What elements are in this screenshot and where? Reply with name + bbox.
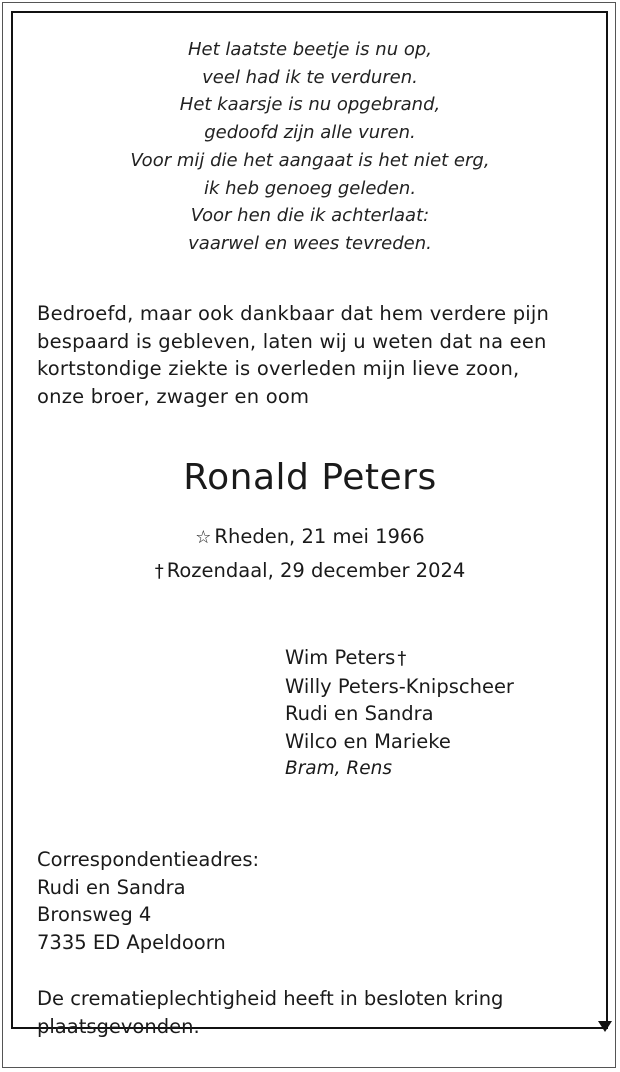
birth-line bbox=[0, 520, 620, 554]
correspondence-label: Correspondentieadres: bbox=[37, 848, 260, 871]
announcement-line: onze broer, zwager en oom bbox=[37, 384, 310, 408]
poem-line: vaarwel en wees tevreden. bbox=[188, 232, 432, 254]
family-member-father bbox=[285, 644, 605, 673]
cross-icon: † bbox=[397, 648, 407, 669]
poem-line: veel had ik te verduren. bbox=[202, 66, 418, 88]
correspondence-address bbox=[37, 846, 597, 956]
father-name: Wim Peters bbox=[285, 646, 396, 669]
death-line bbox=[0, 554, 620, 588]
life-dates bbox=[0, 520, 620, 588]
poem-line: gedoofd zijn alle vuren. bbox=[204, 122, 416, 144]
closing-text bbox=[37, 985, 597, 1040]
family-member-sibling: Wilco en Marieke bbox=[285, 729, 451, 753]
death-date: Rozendaal, 29 december 2024 bbox=[166, 559, 466, 582]
down-arrow-icon bbox=[598, 1021, 612, 1032]
correspondence-city: 7335 ED Apeldoorn bbox=[37, 930, 226, 954]
birth-date: Rheden, 21 mei 1966 bbox=[214, 525, 425, 548]
announcement-line: bespaard is gebleven, laten wij u weten dat na een bbox=[37, 329, 547, 353]
announcement-line: Bedroefd, maar ook dankbaar dat hem verdere pijn bbox=[37, 302, 550, 325]
deceased-name: Ronald Peters bbox=[183, 457, 437, 498]
correspondence-name: Rudi en Sandra bbox=[37, 875, 186, 899]
family-list bbox=[285, 644, 605, 783]
family-member-mother: Willy Peters-Knipscheer bbox=[285, 674, 514, 698]
poem-line: Voor mij die het aangaat is het niet erg, bbox=[130, 149, 490, 171]
announcement-line: kortstondige ziekte is overleden mijn lieve zoon, bbox=[37, 357, 520, 380]
closing-line: plaatsgevonden. bbox=[37, 1014, 200, 1038]
poem-line: Voor hen die ik achterlaat: bbox=[190, 205, 430, 227]
cross-icon: † bbox=[154, 561, 164, 582]
poem bbox=[40, 36, 580, 258]
poem-line: Het laatste beetje is nu op, bbox=[188, 39, 432, 60]
star-icon: ☆ bbox=[195, 527, 212, 548]
poem-line: ik heb genoeg geleden. bbox=[203, 177, 417, 199]
correspondence-street: Bronsweg 4 bbox=[37, 903, 152, 927]
closing-line: De crematieplechtigheid heeft in besloten kring bbox=[37, 987, 504, 1010]
family-member-sibling: Rudi en Sandra bbox=[285, 702, 434, 725]
announcement-text bbox=[37, 300, 597, 410]
family-grandchildren: Bram, Rens bbox=[285, 758, 393, 779]
poem-line: Het kaarsje is nu opgebrand, bbox=[179, 94, 441, 116]
